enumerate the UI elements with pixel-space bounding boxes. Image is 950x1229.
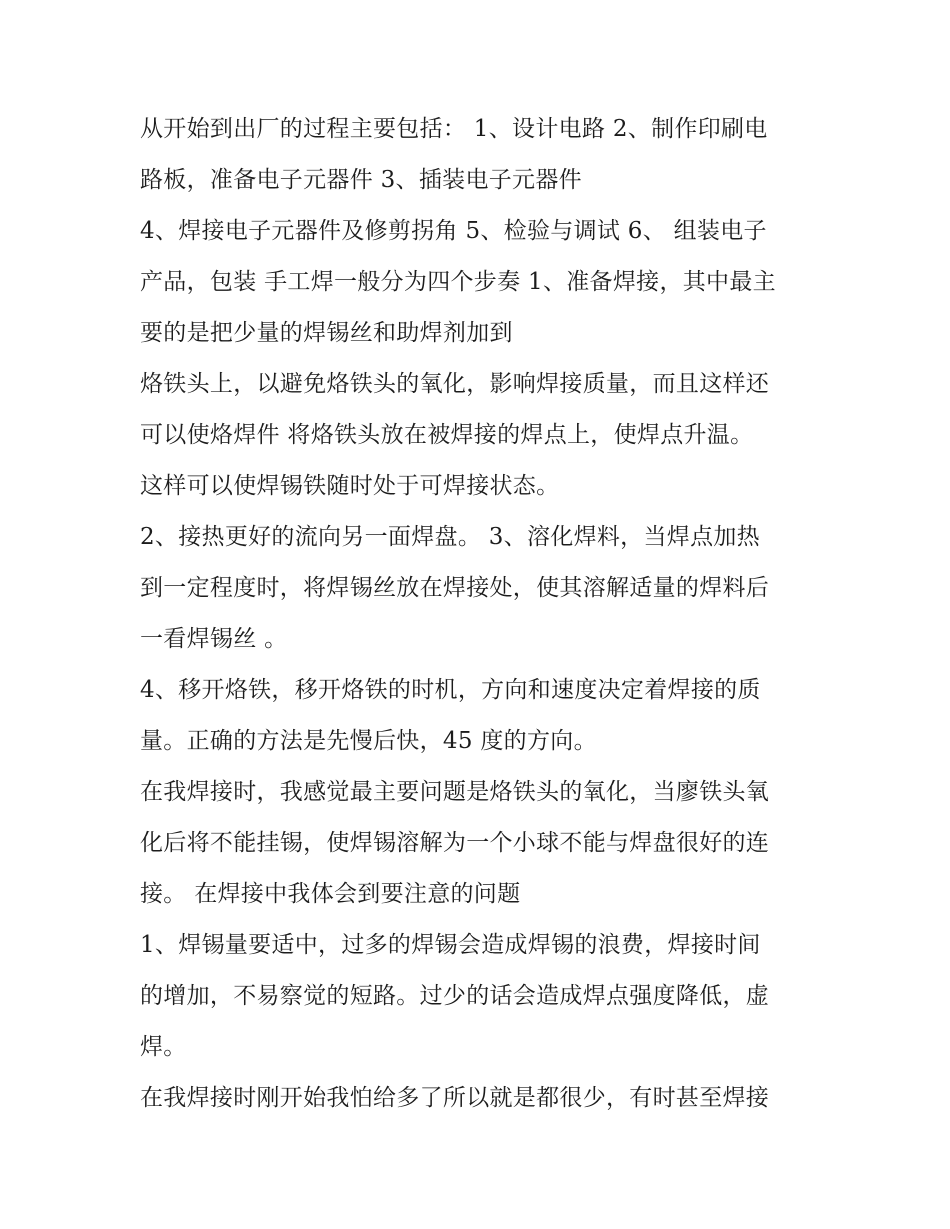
text-line: 1、焊锡量要适中，过多的焊锡会造成焊锡的浪费，焊接时间 (140, 932, 761, 958)
text-line: 在我焊接时，我感觉最主要问题是烙铁头的氧化，当廖铁头氧 (140, 779, 770, 805)
text-line: 从开始到出厂的过程主要包括： 1、设计电路 2、制作印刷电 (140, 116, 768, 142)
text-line: 的增加，不易察觉的短路。过少的话会造成焊点强度降低，虚 (140, 983, 770, 1009)
text-line: 路板，准备电子元器件 3、插装电子元器件 (140, 167, 582, 193)
document-body (140, 104, 820, 1124)
text-line: 接。 在焊接中我体会到要注意的问题 (140, 881, 521, 907)
text-line: 量。正确的方法是先慢后快，45 度的方向。 (140, 728, 597, 754)
text-line: 一看焊锡丝 。 (140, 626, 288, 652)
text-line: 要的是把少量的焊锡丝和助焊剂加到 (140, 320, 513, 346)
text-line: 4、移开烙铁，移开烙铁的时机，方向和速度决定着焊接的质 (140, 677, 761, 703)
text-line: 4、焊接电子元器件及修剪拐角 5、检验与调试 6、 组装电子 (140, 218, 767, 244)
text-line: 焊。 (140, 1034, 187, 1060)
text-line: 可以使烙焊件 将烙铁头放在被焊接的焊点上，使焊点升温。 (140, 422, 754, 448)
text-line: 化后将不能挂锡，使焊锡溶解为一个小球不能与焊盘很好的连 (140, 830, 770, 856)
text-line: 这样可以使焊锡铁随时处于可焊接状态。 (140, 473, 560, 499)
text-line: 在我焊接时刚开始我怕给多了所以就是都很少，有时甚至焊接 (140, 1085, 770, 1111)
text-line: 产品，包装 手工焊一般分为四个步奏 1、准备焊接，其中最主 (140, 269, 776, 295)
text-line: 到一定程度时，将焊锡丝放在焊接处，使其溶解适量的焊料后 (140, 575, 770, 601)
text-line: 2、接热更好的流向另一面焊盘。 3、溶化焊料，当焊点加热 (140, 524, 760, 550)
text-line: 烙铁头上，以避免烙铁头的氧化，影响焊接质量，而且这样还 (140, 371, 770, 397)
